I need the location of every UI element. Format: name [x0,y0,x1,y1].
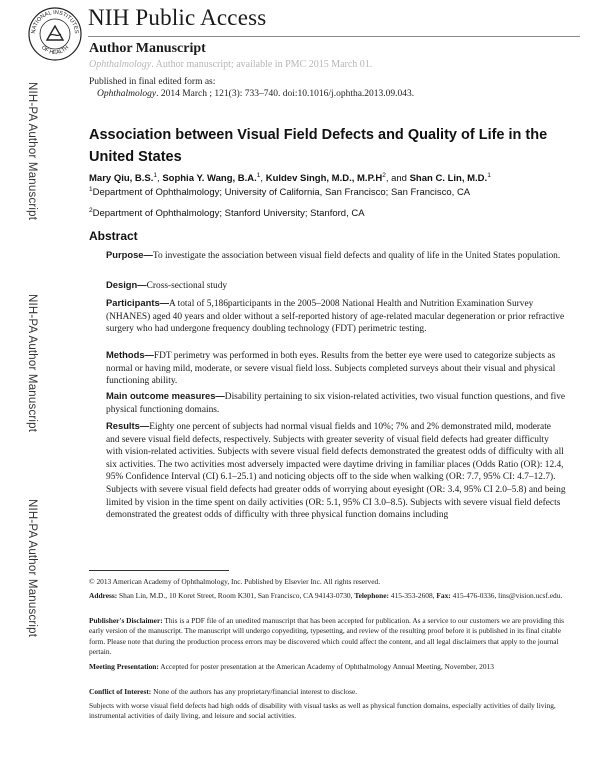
author-list [89,172,569,184]
affiliation-text: Department of Ophthalmology; Stanford University; Stanford, CA [92,208,365,220]
section-label: Purpose— [106,249,153,260]
section-text: Disability pertaining to six vision-related activities, two visual function questions, and five physical functioning domains. [106,392,566,415]
abstract-participants [106,297,566,336]
section-text: A total of 5,186participants in the 2005–2008 National Health and Nutrition Examination Survey (NHANES) aged 40 years and older without a self-reported history of age-related macular degeneration or prior refractive surgery who had undergone frequency doubling technology (FDT) perimetric testing. [106,299,565,335]
side-label-2: NIH-PA Author Manuscript [26,294,38,433]
author-sup: 2 [382,172,386,179]
copyright-note: © 2013 American Academy of Ophthalmology, Inc. Published by Elsevier Inc. All rights reserved. [89,577,381,586]
publication-info [89,76,414,100]
section-text: To investigate the association between visual field defects and quality of life in the United States population. [152,251,561,261]
header-rule [88,36,580,37]
journal-name: Ophthalmology [89,59,152,70]
author-name: Sophia Y. Wang, B.A. [162,173,257,185]
section-label: Participants— [106,297,170,308]
fax-text[interactable]: 415-476-0336, lins@vision.ucsf.edu. [450,591,563,600]
meeting-text: Accepted for poster presentation at the American Academy of Ophthalmology Annual Meeting, November, 2013 [158,662,494,671]
section-text: FDT perimetry was performed in both eyes. Results from the better eye were used to categorize subjects as normal or having mild, moderate, or severe visual field loss. Subjects completed surveys about their visual and physical functioning ability. [106,351,556,387]
author-sup: 1 [153,172,158,179]
meeting-label: Meeting Presentation: [89,662,159,671]
section-label: Main outcome measures— [106,390,225,401]
citation-journal: Ophthalmology [97,89,157,99]
nih-public-access-title: NIH Public Access [88,5,267,30]
author-name: Shan C. Lin, M.D. [409,173,488,185]
abstract-outcome-measures [106,390,566,416]
fax-label: Fax: [436,591,451,600]
abstract-heading: Abstract [89,229,138,243]
citation-text: . 2014 March ; 121(3): 733–740. doi:10.1016/j.ophtha.2013.09.043. [156,89,415,99]
abstract-design [106,279,566,293]
affiliation-text: Department of Ophthalmology; University of California, San Francisco; San Francisco, CA [92,187,471,199]
telephone-text: 415-353-2608, [388,591,437,600]
nih-logo-icon [27,6,83,62]
side-label-3: NIH-PA Author Manuscript [26,499,38,638]
telephone-label: Telephone: [354,591,389,600]
disclaimer-note [89,616,569,657]
abstract-methods [106,349,566,388]
availability-line [89,59,372,70]
affiliation-1 [89,186,470,198]
author-sep: , [260,173,266,185]
logo-text-top: NATIONAL INSTITUTES [30,9,80,34]
author-name: Kuldev Singh, M.D., M.P.H [265,173,383,185]
citation[interactable] [89,88,414,100]
address-label: Address: [89,591,118,600]
affiliation-sup: 1 [89,186,93,193]
affiliation-2 [89,207,365,219]
conflict-text: None of the authors has any proprietary/financial interest to disclose. [151,687,358,696]
footnote-rule [89,570,229,571]
disclaimer-text: This is a PDF file of an unedited manuscript that has been accepted for publication. As a service to our customers we are providing this early version of the manuscript. The manuscript will undergo copyediting, typesetting, and review of the resulting proof before it is published in its final citable form. Please note that during the production process errors may be discovered which could affect the content, and all legal disclaimers that apply to the journal pertain. [89,616,565,656]
section-label: Results— [106,420,150,431]
summary-note: Subjects with worse visual field defects had high odds of disability with visual tasks as well as physical function domains, especially activities of daily living, instrumental activities of daily living, and leisure and social activities. [89,701,556,721]
author-manuscript-label: Author Manuscript [89,41,206,56]
section-label: Design— [106,279,147,290]
meeting-note [89,662,569,672]
section-text: Cross-sectional study [146,281,228,291]
availability-text: . Author manuscript; available in PMC 2015 March 01. [151,59,373,70]
section-text: Eighty one percent of subjects had normal visual fields and 10%; 7% and 2% demonstrated mild, moderate and severe visual field defects, respectively. Subjects with greater severity of visual field defects had greater difficulty with vision-related activities. Subjects with severe visual field defects demonstrated the greatest odds of difficulty with all six activities. The two activities most adversely impacted were daytime driving in familiar places (Odds Ratio (OR): 12.4, 95% Confidence Interval (CI) 6.1–25.1) and noticing objects off to the side when walking (OR: 7.7, 95% CI: 4.7–12.7). Subjects with severe visual field defects had greater odds of worrying about eyesight (OR: 3.4, 95% CI 2.0–5.8) and being limited by vision in the time spent on daily activities (OR: 5.1, 95% CI 3.0–8.5). Subjects with severe visual field defects demonstrated the greatest odds of difficulty with three physical function domains including [106,422,566,521]
abstract-results [106,420,566,522]
author-name: Mary Qiu, B.S. [89,173,154,185]
section-label: Methods— [106,349,154,360]
author-sep: , and [385,173,410,185]
author-sep: , [157,173,163,185]
logo-text-bottom: OF HEALTH [39,44,71,57]
header [0,0,600,70]
address-note [89,591,569,601]
article-title: Association between Visual Field Defects and Quality of Life in the United States [89,127,548,165]
conflict-label: Conflict of Interest: [89,687,152,696]
disclaimer-label: Publisher's Disclaimer: [89,616,163,625]
side-label-1: NIH-PA Author Manuscript [26,82,38,221]
published-in-label: Published in final edited form as: [89,77,216,87]
author-sup: 1 [487,172,491,179]
address-text: Shan Lin, M.D., 10 Koret Street, Room K301, San Francisco, CA 94143-0730, [117,591,355,600]
author-sup: 1 [256,172,261,179]
abstract-purpose [106,249,566,263]
affiliation-sup: 2 [89,207,93,214]
svg-text:OF HEALTH [40,45,70,56]
conflict-note [89,687,569,697]
